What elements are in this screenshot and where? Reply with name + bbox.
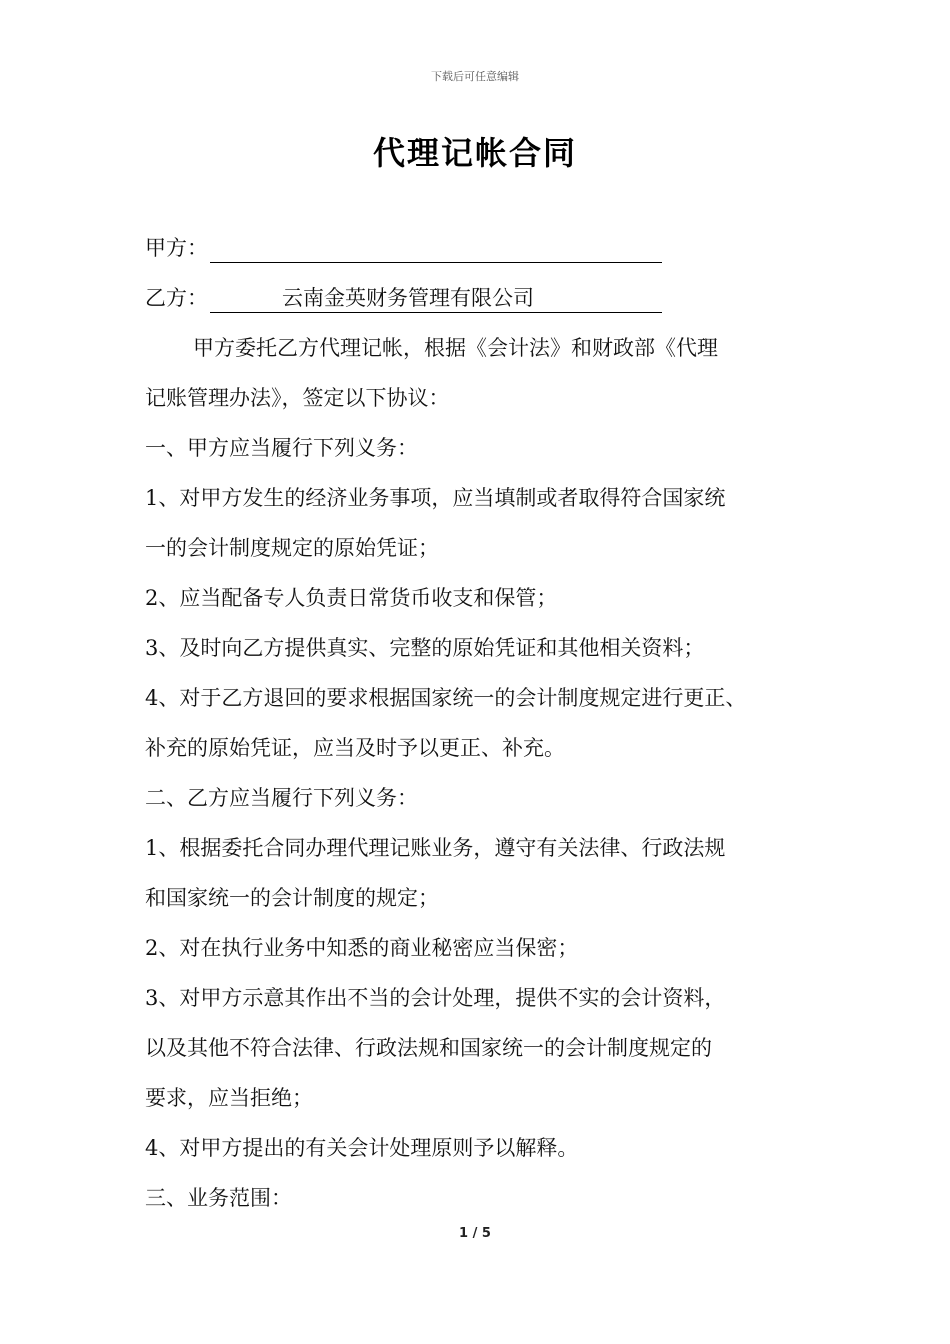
paragraph-line: 3、对甲方示意其作出不当的会计处理，提供不实的会计资料， [145, 986, 726, 1010]
paragraph-line: 记账管理办法》，签定以下协议： [145, 386, 450, 410]
paragraph-line: 4、对于乙方退回的要求根据国家统一的会计制度规定进行更正、 [145, 686, 747, 710]
party-b-value: 云南金英财务管理有限公司 [282, 286, 534, 310]
party-a-row [145, 232, 662, 264]
paragraph-line: 和国家统一的会计制度的规定； [145, 886, 439, 910]
paragraph-line: 2、对在执行业务中知悉的商业秘密应当保密； [145, 936, 579, 960]
header-note: 下载后可任意编辑 [431, 70, 519, 83]
paragraph-line: 补充的原始凭证，应当及时予以更正、补充。 [145, 736, 565, 760]
section-heading: 三、业务范围： [145, 1186, 292, 1210]
paragraph-line: 3、及时向乙方提供真实、完整的原始凭证和其他相关资料； [145, 636, 705, 660]
party-b-label: 乙方： [145, 286, 208, 310]
paragraph-line: 以及其他不符合法律、行政法规和国家统一的会计制度规定的 [145, 1036, 712, 1060]
section-heading: 二、乙方应当履行下列义务： [145, 786, 418, 810]
section-heading: 一、甲方应当履行下列义务： [145, 436, 418, 460]
paragraph-line: 一的会计制度规定的原始凭证； [145, 536, 439, 560]
paragraph-line: 1、对甲方发生的经济业务事项，应当填制或者取得符合国家统 [145, 486, 726, 510]
party-b-row [145, 282, 662, 314]
page-number: 1 / 5 [459, 1226, 491, 1241]
document-title: 代理记帐合同 [372, 134, 577, 172]
paragraph-line: 2、应当配备专人负责日常货币收支和保管； [145, 586, 558, 610]
party-a-blank [210, 232, 662, 263]
paragraph-line: 甲方委托乙方代理记帐，根据《会计法》和财政部《代理 [193, 336, 718, 360]
paragraph-line: 1、根据委托合同办理代理记账业务，遵守有关法律、行政法规 [145, 836, 726, 860]
party-a-label: 甲方： [145, 236, 208, 260]
paragraph-line: 4、对甲方提出的有关会计处理原则予以解释。 [145, 1136, 579, 1160]
party-b-blank [210, 282, 662, 313]
paragraph-line: 要求，应当拒绝； [145, 1086, 313, 1110]
